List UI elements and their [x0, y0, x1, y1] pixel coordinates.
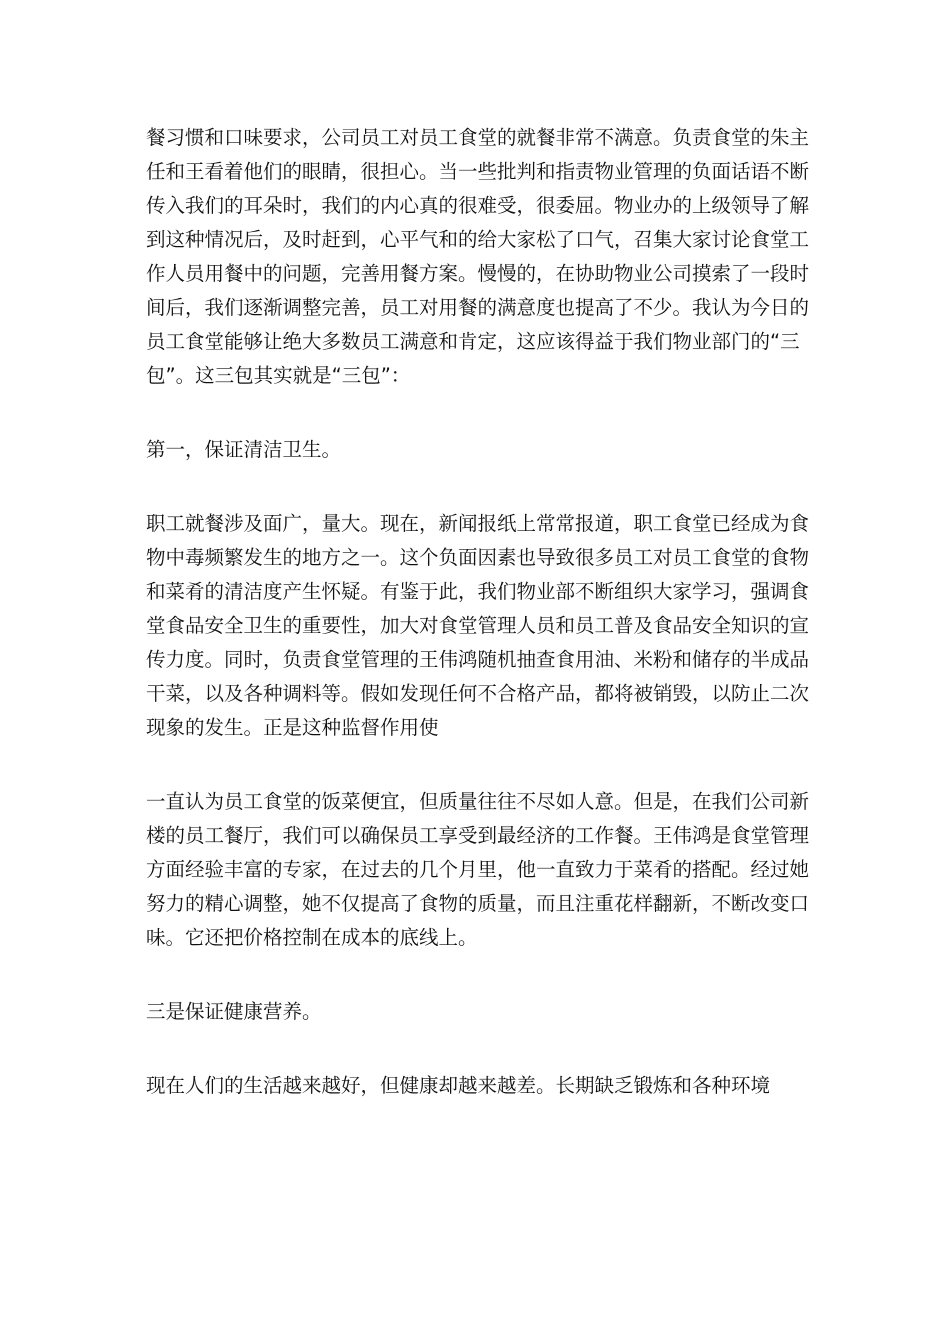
paragraph-gap	[146, 467, 806, 507]
paragraph-gap	[146, 393, 806, 433]
text-line: 间后，我们逐渐调整完善，员工对用餐的满意度也提高了不少。我认为今日的	[146, 296, 810, 319]
section-heading-hygiene	[146, 433, 806, 467]
paragraph-gap	[146, 1029, 806, 1069]
text-line: 职工就餐涉及面广，量大。现在，新闻报纸上常常报道，职工食堂已经成为食	[146, 512, 810, 535]
paragraph-nutrition	[146, 1069, 806, 1103]
paragraph-hygiene	[146, 507, 810, 745]
text-line: 物中毒频繁发生的地方之一。这个负面因素也导致很多员工对员工食堂的食物	[146, 546, 810, 569]
document-body	[146, 121, 810, 1103]
paragraph-gap	[146, 745, 806, 785]
paragraph-economy	[146, 785, 810, 955]
text-line: 和菜肴的清洁度产生怀疑。有鉴于此，我们物业部不断组织大家学习，强调食	[146, 580, 810, 603]
section-heading-nutrition	[146, 995, 806, 1029]
text-line: 员工食堂能够让绝大多数员工满意和肯定，这应该得益于我们物业部门的“三	[146, 330, 800, 353]
text-line: 第一，保证清洁卫生。	[146, 438, 342, 461]
paragraph-gap	[146, 955, 806, 995]
text-line: 到这种情况后，及时赶到，心平气和的给大家松了口气，召集大家讨论食堂工	[146, 228, 810, 251]
paragraph-canteen-intro	[146, 121, 810, 393]
text-line: 传力度。同时，负责食堂管理的王伟鸿随机抽查食用油、米粉和储存的半成品	[146, 648, 810, 671]
text-line: 三是保证健康营养。	[146, 1000, 322, 1023]
text-line: 方面经验丰富的专家，在过去的几个月里，他一直致力于菜肴的搭配。经过她	[146, 858, 810, 881]
text-line: 楼的员工餐厅，我们可以确保员工享受到最经济的工作餐。王伟鸿是食堂管理	[146, 824, 810, 847]
text-line: 现在人们的生活越来越好，但健康却越来越差。长期缺乏锻炼和各种环境	[146, 1074, 771, 1097]
text-line: 现象的发生。正是这种监督作用使	[146, 716, 439, 739]
text-line: 传入我们的耳朵时，我们的内心真的很难受，很委屈。物业办的上级领导了解	[146, 194, 810, 217]
text-line: 任和王看着他们的眼睛，很担心。当一些批判和指责物业管理的负面话语不断	[146, 160, 810, 183]
text-line: 堂食品安全卫生的重要性，加大对食堂管理人员和员工普及食品安全知识的宣	[146, 614, 810, 637]
text-line: 包”。这三包其实就是“三包”：	[146, 364, 411, 387]
text-line: 一直认为员工食堂的饭菜便宜，但质量往往不尽如人意。但是，在我们公司新	[146, 790, 810, 813]
text-line: 努力的精心调整，她不仅提高了食物的质量，而且注重花样翻新，不断改变口	[146, 892, 810, 915]
text-line: 干菜，以及各种调料等。假如发现任何不合格产品，都将被销毁，以防止二次	[146, 682, 810, 705]
text-line: 味。它还把价格控制在成本的底线上。	[146, 926, 478, 949]
text-line: 餐习惯和口味要求，公司员工对员工食堂的就餐非常不满意。负责食堂的朱主	[146, 126, 810, 149]
text-line: 作人员用餐中的问题，完善用餐方案。慢慢的，在协助物业公司摸索了一段时	[146, 262, 810, 285]
